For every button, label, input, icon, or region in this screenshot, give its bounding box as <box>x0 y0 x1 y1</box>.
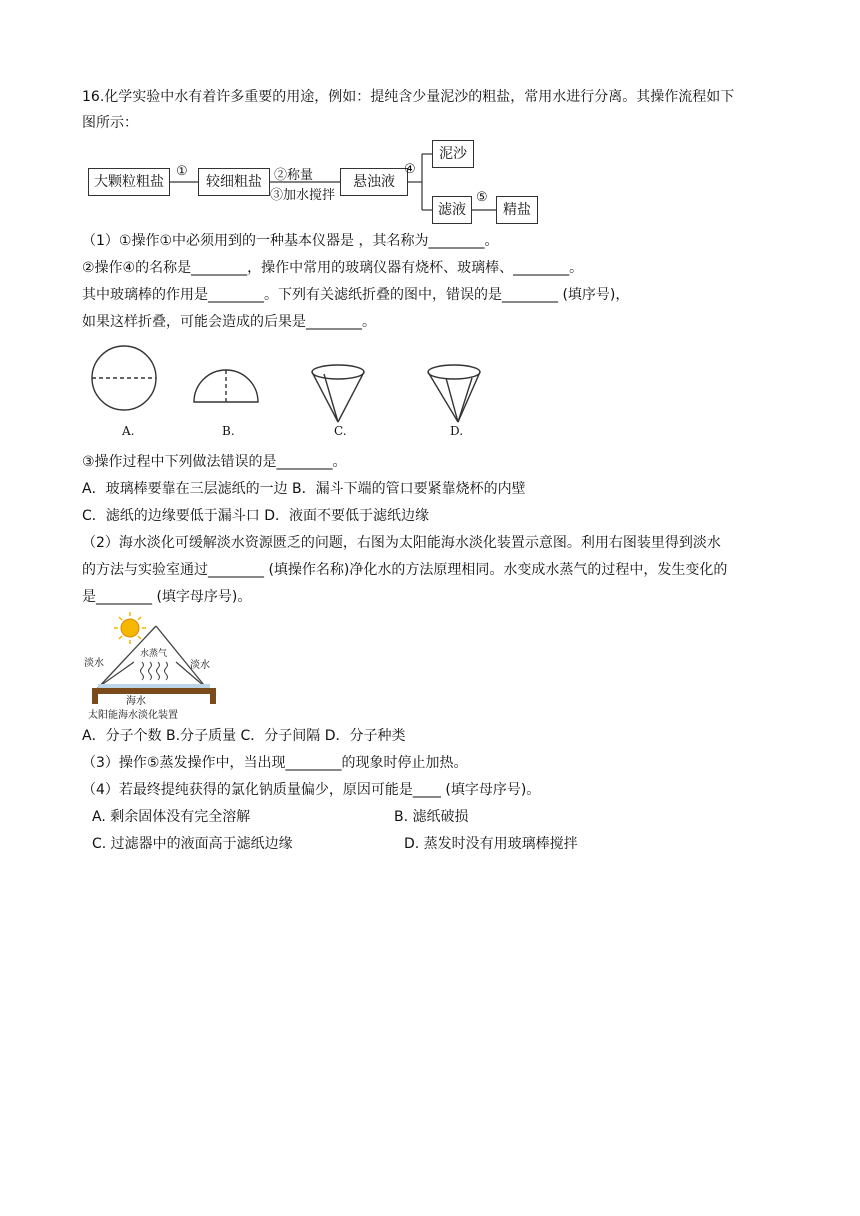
flow-step-coarse-salt: 大颗粒粗盐 <box>88 168 170 196</box>
flow-op2-label: ②称量 <box>274 168 314 183</box>
filter-paper-figures <box>86 340 486 440</box>
part4-option-b: B. 滤纸破损 <box>394 809 469 825</box>
flow-step-suspension: 悬浊液 <box>340 168 408 196</box>
part4-option-d: D. 蒸发时没有用玻璃棒搅拌 <box>404 836 578 852</box>
solar-desalination-figure <box>84 612 224 720</box>
filter-paper-drawings <box>86 340 486 440</box>
flow-step-filtrate: 滤液 <box>432 196 472 224</box>
flow-op5-label: ⑤ <box>476 190 488 205</box>
question-intro-line1: 16.化学实验中水有着许多重要的用途，例如：提纯含少量泥沙的粗盐，常用水进行分离。其操作流程如下 <box>82 89 735 105</box>
part2-options: A．分子个数 B.分子质量 C．分子间隔 D．分子种类 <box>82 728 406 744</box>
part1-line2: ②操作④的名称是________，操作中常用的玻璃仪器有烧杯、玻璃棒、________。 <box>82 260 584 276</box>
flow-op1-label: ① <box>176 164 188 179</box>
solar-figure-caption: 太阳能海水淡化装置 <box>88 710 178 721</box>
part1-line3: 其中玻璃棒的作用是________。下列有关滤纸折叠的图中，错误的是________ (填序号)， <box>82 287 630 303</box>
flow-step-refined-salt: 精盐 <box>496 196 538 224</box>
sun-icon <box>114 612 146 644</box>
flow-step-fine-salt: 较细粗盐 <box>198 168 270 196</box>
part4-stem: （4）若最终提纯获得的氯化钠质量偏少，原因可能是____ (填字母序号)。 <box>82 782 541 798</box>
figure-label-b: B. <box>222 424 235 438</box>
part1-sub3-options-ab: A．玻璃棒要靠在三层滤纸的一边 B．漏斗下端的管口要紧靠烧杯的内壁 <box>82 481 526 497</box>
solar-vapor-label: 水蒸气 <box>140 649 168 659</box>
part4-option-c: C. 过滤器中的液面高于滤纸边缘 <box>92 836 293 852</box>
question-intro-line2: 图所示： <box>82 115 138 131</box>
figure-label-a: A. <box>122 424 135 438</box>
flow-step-sediment: 泥沙 <box>432 140 474 168</box>
flow-op3-label: ③加水搅拌 <box>270 188 336 203</box>
flowchart <box>88 140 548 226</box>
part1-sub3-stem: ③操作过程中下列做法错误的是________。 <box>82 454 347 470</box>
figure-label-c: C. <box>334 424 347 438</box>
solar-right-fresh-water-label: 淡水 <box>190 660 210 671</box>
part1-sub3-options-cd: C．滤纸的边缘要低于漏斗口 D．液面不要低于滤纸边缘 <box>82 508 430 524</box>
part3-question: （3）操作⑤蒸发操作中，当出现________的现象时停止加热。 <box>82 755 468 771</box>
solar-seawater-label: 海水 <box>126 696 146 707</box>
part1-line4: 如果这样折叠，可能会造成的后果是________。 <box>82 314 376 330</box>
figure-label-d: D. <box>450 424 464 438</box>
part1-line1: （1）①操作①中必须用到的一种基本仪器是 ，其名称为________。 <box>82 233 499 249</box>
part4-option-a: A. 剩余固体没有完全溶解 <box>92 809 251 825</box>
part2-line3: 是________ (填字母序号)。 <box>82 589 252 605</box>
flow-op4-label: ④ <box>404 162 416 177</box>
part2-line2: 的方法与实验室通过________ (填操作名称)净化水的方法原理相同。水变成水蒸气的过程中，发生变化的 <box>82 562 728 578</box>
solar-left-fresh-water-label: 淡水 <box>84 658 104 669</box>
part2-line1: （2）海水淡化可缓解淡水资源匮乏的问题，右图为太阳能海水淡化装置示意图。利用右图装里得到淡水 <box>82 535 721 551</box>
